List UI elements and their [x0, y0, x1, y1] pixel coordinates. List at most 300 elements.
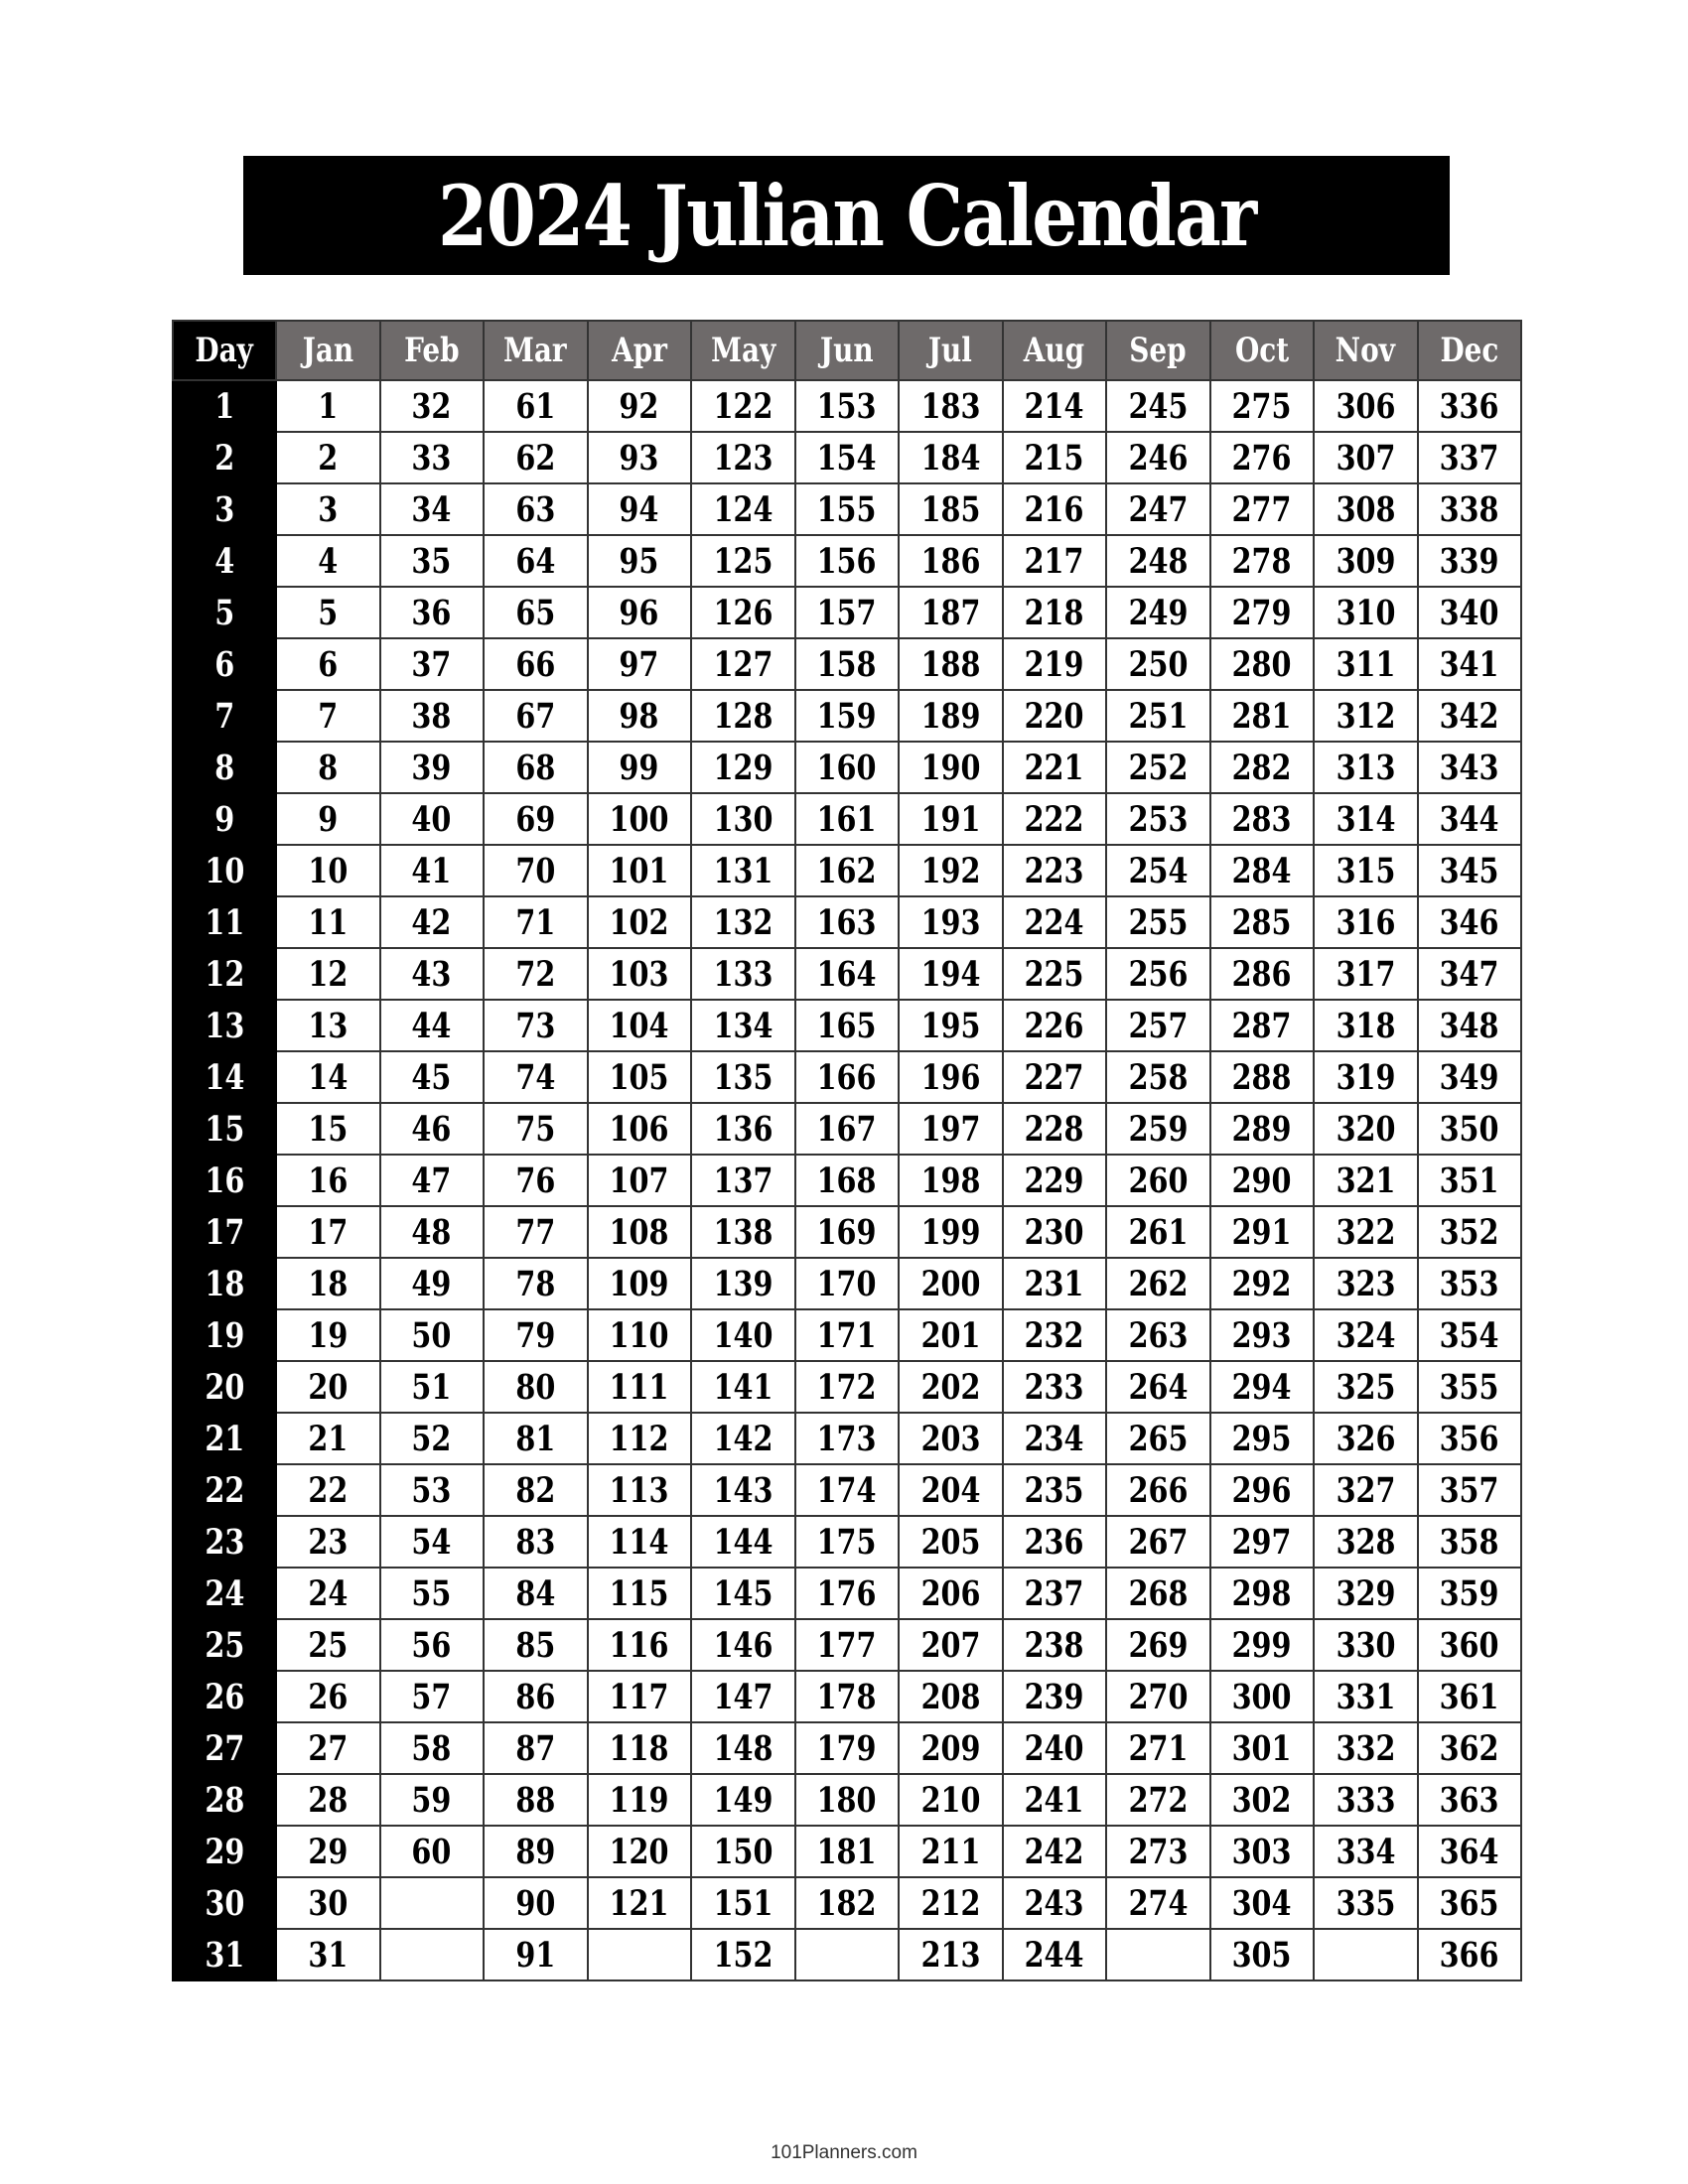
cell-value: 295 [1231, 1418, 1292, 1459]
julian-day-cell [380, 1516, 485, 1568]
cell-value: 94 [619, 488, 659, 530]
table-row [173, 1361, 1521, 1413]
julian-day-cell [795, 1929, 900, 1980]
julian-day-cell [691, 1568, 795, 1619]
cell-value: 222 [1024, 798, 1084, 840]
julian-day-cell [1418, 690, 1522, 742]
cell-value: 81 [515, 1418, 556, 1459]
cell-value: 21 [308, 1418, 349, 1459]
julian-day-cell [484, 1155, 588, 1206]
julian-day-cell [1418, 845, 1522, 896]
julian-day-cell [1210, 1309, 1315, 1361]
cell-value: 322 [1336, 1211, 1396, 1253]
julian-day-cell [484, 1877, 588, 1929]
cell-value: 10 [308, 850, 349, 891]
table-row [173, 845, 1521, 896]
cell-value: 355 [1439, 1366, 1499, 1408]
table-row [173, 380, 1521, 432]
cell-value: 97 [619, 643, 659, 685]
cell-value: 266 [1128, 1469, 1189, 1511]
julian-day-cell [1003, 793, 1107, 845]
cell-value: 243 [1024, 1882, 1084, 1924]
column-header-sep [1106, 321, 1210, 380]
julian-day-cell [484, 1413, 588, 1464]
julian-day-cell [795, 948, 900, 1000]
julian-day-cell [1210, 1516, 1315, 1568]
julian-day-cell [380, 896, 485, 948]
cell-value: 363 [1439, 1779, 1499, 1821]
cell-value: 86 [515, 1676, 556, 1717]
julian-day-cell [276, 690, 380, 742]
julian-day-cell [1003, 948, 1107, 1000]
julian-day-cell [795, 742, 900, 793]
julian-day-cell [1210, 793, 1315, 845]
cell-value: 2 [214, 437, 234, 478]
julian-day-cell [380, 1413, 485, 1464]
footer-credit: 101Planners.com [771, 2142, 917, 2163]
cell-value: 209 [920, 1727, 981, 1769]
julian-day-cell [1106, 432, 1210, 483]
julian-day-cell [380, 793, 485, 845]
julian-day-cell [1106, 535, 1210, 587]
cell-value: 144 [713, 1521, 774, 1563]
cell-value: 314 [1336, 798, 1396, 840]
julian-day-cell [276, 535, 380, 587]
julian-day-cell [1003, 1619, 1107, 1671]
cell-value: 102 [609, 901, 669, 943]
julian-day-cell [276, 483, 380, 535]
julian-day-cell [1418, 1722, 1522, 1774]
julian-day-cell [276, 1000, 380, 1051]
cell-value: 181 [816, 1831, 877, 1872]
julian-day-cell [1003, 1774, 1107, 1826]
cell-value: 360 [1439, 1624, 1499, 1666]
cell-value: 339 [1439, 540, 1499, 582]
cell-value: 220 [1024, 695, 1084, 737]
julian-day-cell [1003, 1722, 1107, 1774]
julian-day-cell [588, 1671, 692, 1722]
cell-value: 142 [713, 1418, 774, 1459]
julian-day-cell [588, 1464, 692, 1516]
cell-value: 326 [1336, 1418, 1396, 1459]
julian-day-cell [588, 1826, 692, 1877]
julian-day-cell [276, 1877, 380, 1929]
cell-value: 186 [920, 540, 981, 582]
cell-value: 189 [920, 695, 981, 737]
day-number-cell [173, 896, 276, 948]
julian-day-cell [1003, 1671, 1107, 1722]
julian-day-cell [899, 535, 1003, 587]
table-row [173, 1051, 1521, 1103]
julian-day-cell [1314, 1155, 1418, 1206]
cell-value: 131 [713, 850, 774, 891]
cell-value: 92 [619, 385, 659, 427]
cell-value: 316 [1336, 901, 1396, 943]
column-header-oct [1210, 321, 1315, 380]
julian-day-cell [484, 1774, 588, 1826]
julian-day-cell [1003, 638, 1107, 690]
cell-value: 89 [515, 1831, 556, 1872]
table-row [173, 483, 1521, 535]
cell-value: 139 [713, 1263, 774, 1304]
day-number-cell [173, 483, 276, 535]
julian-day-cell [899, 1000, 1003, 1051]
julian-day-cell [899, 1671, 1003, 1722]
julian-day-cell [795, 1722, 900, 1774]
column-header-apr [588, 321, 692, 380]
column-header-label: Sep [1129, 331, 1187, 370]
julian-day-cell [1003, 1361, 1107, 1413]
cell-value: 364 [1439, 1831, 1499, 1872]
cell-value: 305 [1231, 1934, 1292, 1976]
julian-day-cell [276, 845, 380, 896]
julian-day-cell [276, 1206, 380, 1258]
julian-day-cell [1314, 1774, 1418, 1826]
cell-value: 112 [609, 1418, 669, 1459]
julian-day-cell [1418, 1516, 1522, 1568]
column-header-day [173, 321, 276, 380]
table-row [173, 1877, 1521, 1929]
julian-day-cell [1106, 1206, 1210, 1258]
julian-day-cell [691, 380, 795, 432]
julian-day-cell [795, 1516, 900, 1568]
cell-value: 11 [308, 901, 349, 943]
cell-value: 3 [318, 488, 339, 530]
table-row [173, 1258, 1521, 1309]
cell-value: 252 [1128, 747, 1189, 788]
cell-value: 107 [609, 1160, 669, 1201]
cell-value: 229 [1024, 1160, 1084, 1201]
julian-day-cell [899, 1568, 1003, 1619]
cell-value: 241 [1024, 1779, 1084, 1821]
cell-value: 13 [205, 1005, 244, 1046]
julian-day-cell [276, 948, 380, 1000]
julian-day-cell [899, 380, 1003, 432]
cell-value: 151 [713, 1882, 774, 1924]
julian-day-cell [899, 1516, 1003, 1568]
julian-day-cell [588, 1155, 692, 1206]
cell-value: 321 [1336, 1160, 1396, 1201]
cell-value: 217 [1024, 540, 1084, 582]
cell-value: 155 [816, 488, 877, 530]
julian-day-cell [1003, 1155, 1107, 1206]
julian-day-cell [899, 1722, 1003, 1774]
julian-day-cell [276, 1619, 380, 1671]
day-number-cell [173, 845, 276, 896]
julian-day-cell [899, 948, 1003, 1000]
julian-day-cell [588, 1516, 692, 1568]
table-row [173, 1309, 1521, 1361]
day-number-cell [173, 1877, 276, 1929]
cell-value: 8 [214, 747, 234, 788]
cell-value: 119 [609, 1779, 669, 1821]
julian-day-cell [588, 1361, 692, 1413]
cell-value: 231 [1024, 1263, 1084, 1304]
cell-value: 69 [515, 798, 556, 840]
julian-day-cell [484, 587, 588, 638]
cell-value: 123 [713, 437, 774, 478]
julian-day-cell [1210, 1464, 1315, 1516]
cell-value: 57 [411, 1676, 452, 1717]
cell-value: 333 [1336, 1779, 1396, 1821]
cell-value: 40 [411, 798, 452, 840]
julian-day-cell [484, 1826, 588, 1877]
julian-day-cell [1314, 483, 1418, 535]
cell-value: 26 [308, 1676, 349, 1717]
cell-value: 286 [1231, 953, 1292, 995]
cell-value: 257 [1128, 1005, 1189, 1046]
cell-value: 141 [713, 1366, 774, 1408]
cell-value: 215 [1024, 437, 1084, 478]
julian-day-cell [1418, 1155, 1522, 1206]
table-row [173, 1413, 1521, 1464]
cell-value: 58 [411, 1727, 452, 1769]
julian-day-cell [484, 948, 588, 1000]
cell-value: 166 [816, 1056, 877, 1098]
cell-value: 202 [920, 1366, 981, 1408]
cell-value: 331 [1336, 1676, 1396, 1717]
julian-day-cell [1106, 1309, 1210, 1361]
cell-value: 253 [1128, 798, 1189, 840]
julian-day-cell [1106, 742, 1210, 793]
cell-value: 193 [920, 901, 981, 943]
cell-value: 106 [609, 1108, 669, 1150]
julian-day-cell [484, 483, 588, 535]
julian-day-cell [691, 1774, 795, 1826]
cell-value: 247 [1128, 488, 1189, 530]
julian-day-cell [1210, 1826, 1315, 1877]
julian-day-cell [899, 638, 1003, 690]
cell-value: 244 [1024, 1934, 1084, 1976]
julian-day-cell [899, 690, 1003, 742]
cell-value: 124 [713, 488, 774, 530]
julian-day-cell [484, 1568, 588, 1619]
cell-value: 290 [1231, 1160, 1292, 1201]
cell-value: 318 [1336, 1005, 1396, 1046]
julian-day-cell [588, 1051, 692, 1103]
cell-value: 259 [1128, 1108, 1189, 1150]
julian-day-cell [1418, 1568, 1522, 1619]
cell-value: 1 [318, 385, 339, 427]
cell-value: 365 [1439, 1882, 1499, 1924]
julian-day-cell [1314, 1619, 1418, 1671]
julian-day-cell [795, 1568, 900, 1619]
julian-day-cell [1210, 1619, 1315, 1671]
julian-day-cell [1106, 1000, 1210, 1051]
cell-value: 101 [609, 850, 669, 891]
julian-day-cell [1418, 1826, 1522, 1877]
julian-day-cell [1418, 535, 1522, 587]
julian-day-cell [795, 793, 900, 845]
julian-day-cell [380, 1464, 485, 1516]
julian-day-cell [691, 1516, 795, 1568]
cell-value: 152 [713, 1934, 774, 1976]
cell-value: 118 [609, 1727, 669, 1769]
cell-value: 213 [920, 1934, 981, 1976]
julian-day-cell [1003, 1103, 1107, 1155]
day-number-cell [173, 1206, 276, 1258]
day-number-cell [173, 587, 276, 638]
julian-day-cell [1210, 1929, 1315, 1980]
cell-value: 25 [205, 1624, 244, 1666]
julian-day-cell [1106, 1877, 1210, 1929]
cell-value: 80 [515, 1366, 556, 1408]
julian-day-cell [380, 1155, 485, 1206]
julian-day-cell [380, 1619, 485, 1671]
cell-value: 345 [1439, 850, 1499, 891]
julian-day-cell [380, 1774, 485, 1826]
julian-day-cell [691, 587, 795, 638]
julian-day-cell [691, 948, 795, 1000]
julian-day-cell [691, 432, 795, 483]
cell-value: 50 [411, 1314, 452, 1356]
julian-day-cell [276, 1413, 380, 1464]
julian-day-cell [380, 380, 485, 432]
julian-day-cell [1106, 896, 1210, 948]
julian-day-cell [1210, 1568, 1315, 1619]
julian-day-cell [899, 1309, 1003, 1361]
cell-value: 329 [1336, 1572, 1396, 1614]
julian-day-cell [691, 1413, 795, 1464]
header-row [173, 321, 1521, 380]
cell-value: 206 [920, 1572, 981, 1614]
cell-value: 240 [1024, 1727, 1084, 1769]
column-header-label: Feb [403, 331, 460, 370]
cell-value: 254 [1128, 850, 1189, 891]
cell-value: 216 [1024, 488, 1084, 530]
cell-value: 104 [609, 1005, 669, 1046]
julian-day-cell [588, 1258, 692, 1309]
cell-value: 284 [1231, 850, 1292, 891]
julian-day-cell [1314, 742, 1418, 793]
cell-value: 256 [1128, 953, 1189, 995]
table-row [173, 1000, 1521, 1051]
julian-day-cell [1314, 535, 1418, 587]
cell-value: 54 [411, 1521, 452, 1563]
table-row [173, 587, 1521, 638]
julian-day-cell [1210, 1413, 1315, 1464]
cell-value: 63 [515, 488, 556, 530]
cell-value: 263 [1128, 1314, 1189, 1356]
cell-value: 207 [920, 1624, 981, 1666]
cell-value: 79 [515, 1314, 556, 1356]
julian-day-cell [795, 587, 900, 638]
julian-day-cell [1106, 1413, 1210, 1464]
cell-value: 273 [1128, 1831, 1189, 1872]
cell-value: 9 [214, 798, 234, 840]
cell-value: 172 [816, 1366, 877, 1408]
julian-day-cell [691, 1103, 795, 1155]
julian-day-cell [380, 1722, 485, 1774]
cell-value: 336 [1439, 385, 1499, 427]
julian-day-cell [1418, 1929, 1522, 1980]
julian-day-cell [484, 638, 588, 690]
cell-value: 18 [205, 1263, 244, 1304]
cell-value: 127 [713, 643, 774, 685]
cell-value: 323 [1336, 1263, 1396, 1304]
cell-value: 13 [308, 1005, 349, 1046]
day-number-cell [173, 742, 276, 793]
julian-day-cell [276, 1929, 380, 1980]
julian-day-cell [484, 1722, 588, 1774]
julian-day-cell [1314, 587, 1418, 638]
cell-value: 171 [816, 1314, 877, 1356]
julian-day-cell [380, 1309, 485, 1361]
julian-day-cell [484, 535, 588, 587]
cell-value: 198 [920, 1160, 981, 1201]
cell-value: 150 [713, 1831, 774, 1872]
cell-value: 158 [816, 643, 877, 685]
cell-value: 143 [713, 1469, 774, 1511]
julian-day-cell [588, 845, 692, 896]
cell-value: 200 [920, 1263, 981, 1304]
cell-value: 180 [816, 1779, 877, 1821]
cell-value: 310 [1336, 592, 1396, 633]
table-row [173, 1619, 1521, 1671]
cell-value: 148 [713, 1727, 774, 1769]
julian-day-cell [795, 896, 900, 948]
julian-day-cell [1314, 638, 1418, 690]
julian-day-cell [484, 1361, 588, 1413]
julian-day-cell [1003, 483, 1107, 535]
cell-value: 64 [515, 540, 556, 582]
cell-value: 201 [920, 1314, 981, 1356]
julian-day-cell [899, 483, 1003, 535]
julian-day-cell [1418, 587, 1522, 638]
julian-day-cell [380, 1671, 485, 1722]
cell-value: 44 [411, 1005, 452, 1046]
julian-day-cell [276, 1051, 380, 1103]
julian-day-cell [276, 1361, 380, 1413]
cell-value: 250 [1128, 643, 1189, 685]
julian-day-cell [276, 1568, 380, 1619]
julian-day-cell [795, 1413, 900, 1464]
cell-value: 234 [1024, 1418, 1084, 1459]
julian-day-cell [588, 1000, 692, 1051]
julian-day-cell [588, 483, 692, 535]
cell-value: 35 [411, 540, 452, 582]
day-number-cell [173, 1309, 276, 1361]
julian-day-cell [1210, 896, 1315, 948]
cell-value: 177 [816, 1624, 877, 1666]
cell-value: 307 [1336, 437, 1396, 478]
julian-day-cell [276, 1155, 380, 1206]
table-row [173, 1722, 1521, 1774]
cell-value: 132 [713, 901, 774, 943]
julian-day-cell [899, 1774, 1003, 1826]
cell-value: 302 [1231, 1779, 1292, 1821]
julian-day-cell [1106, 483, 1210, 535]
cell-value: 110 [609, 1314, 669, 1356]
cell-value: 138 [713, 1211, 774, 1253]
julian-day-cell [1003, 1000, 1107, 1051]
julian-day-cell [691, 1361, 795, 1413]
cell-value: 182 [816, 1882, 877, 1924]
day-number-cell [173, 1413, 276, 1464]
cell-value: 17 [308, 1211, 349, 1253]
julian-day-cell [691, 1206, 795, 1258]
cell-value: 62 [515, 437, 556, 478]
julian-day-cell [795, 1000, 900, 1051]
cell-value: 130 [713, 798, 774, 840]
julian-day-cell [1106, 1051, 1210, 1103]
cell-value: 48 [411, 1211, 452, 1253]
cell-value: 29 [205, 1831, 244, 1872]
cell-value: 357 [1439, 1469, 1499, 1511]
cell-value: 361 [1439, 1676, 1499, 1717]
cell-value: 117 [609, 1676, 669, 1717]
cell-value: 283 [1231, 798, 1292, 840]
